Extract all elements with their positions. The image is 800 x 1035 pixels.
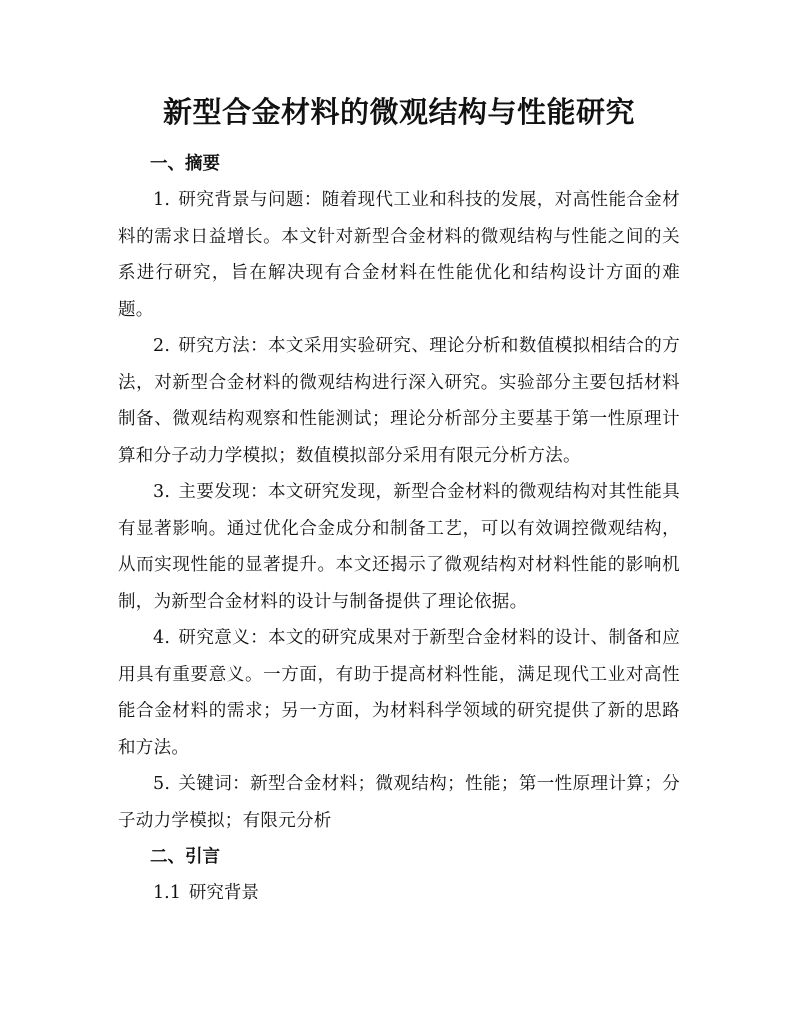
document-title: 新型合金材料的微观结构与性能研究 [162, 95, 635, 129]
item-number: 2. [153, 336, 171, 356]
subsection-text: 研究背景 [188, 883, 259, 903]
item-text: 研究方法：本文采用实验研究、理论分析和数值模拟相结合的方法，对新型合金材料的微观结构进行深入研究。实验部分主要包括材料制备、微观结构观察和性能测试；理论分析部分主要基于第一性原理计算和分子动力学模拟；数值模拟部分采用有限元分析方法。 [118, 336, 680, 466]
abstract-item-5-keywords [118, 766, 680, 839]
section-heading-abstract: 一、摘要 [150, 154, 220, 174]
item-text: 研究意义：本文的研究成果对于新型合金材料的设计、制备和应用具有重要意义。一方面，有助于提高材料性能，满足现代工业对高性能合金材料的需求；另一方面，为材料科学领域的研究提供了新的思路和方法。 [118, 628, 680, 758]
item-number: 1. [153, 190, 171, 210]
subsection-heading-background [153, 875, 680, 911]
section-heading-introduction: 二、引言 [150, 847, 220, 867]
abstract-item-1 [118, 182, 680, 328]
item-text: 关键词：新型合金材料；微观结构；性能；第一性原理计算；分子动力学模拟；有限元分析 [118, 774, 680, 831]
item-number: 3. [153, 482, 171, 502]
item-number: 4. [153, 628, 171, 648]
abstract-item-2 [118, 328, 680, 474]
abstract-item-3 [118, 474, 680, 620]
item-text: 主要发现：本文研究发现，新型合金材料的微观结构对其性能具有显著影响。通过优化合金成分和制备工艺，可以有效调控微观结构，从而实现性能的显著提升。本文还揭示了微观结构对材料性能的影响机制，为新型合金材料的设计与制备提供了理论依据。 [118, 482, 680, 612]
item-text: 研究背景与问题：随着现代工业和科技的发展，对高性能合金材料的需求日益增长。本文针对新型合金材料的微观结构与性能之间的关系进行研究，旨在解决现有合金材料在性能优化和结构设计方面的难题。 [118, 190, 680, 320]
subsection-number: 1.1 [153, 883, 181, 903]
abstract-item-4 [118, 620, 680, 766]
item-number: 5. [153, 774, 171, 794]
